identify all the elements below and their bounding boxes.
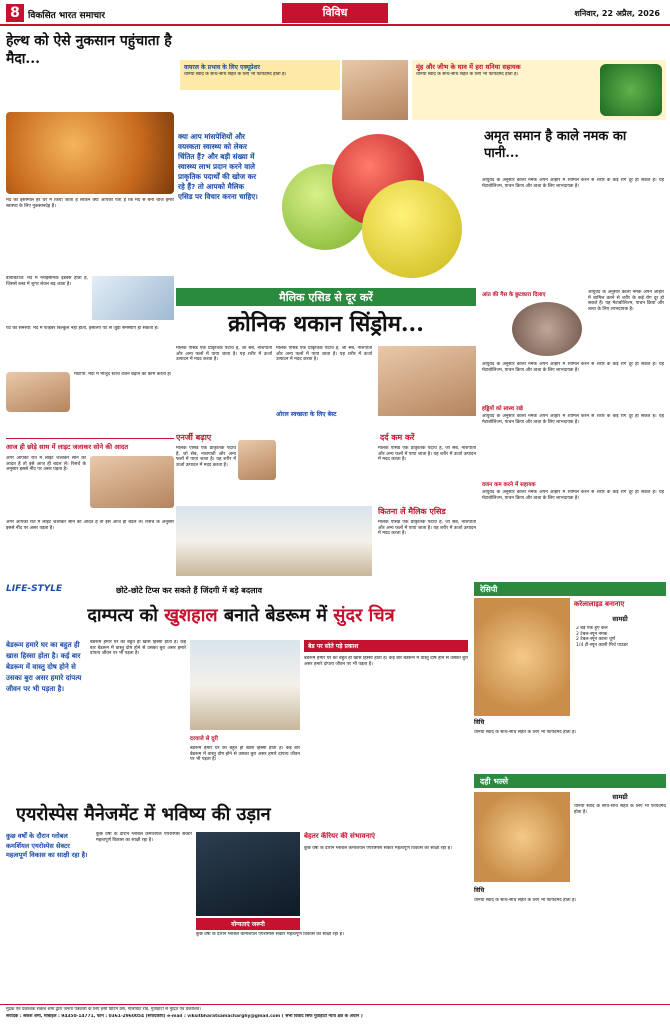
lifestyle-sub1: बेड पर सोते पड़े प्रकाश — [308, 643, 359, 650]
coriander-box — [412, 60, 666, 120]
coriander-leaves-image — [600, 64, 662, 116]
bedroom-image — [190, 640, 300, 730]
aero-body-2: कुछ वर्षों के दौरान ग्लोबल कमर्शियल एयरोस्पेस सेक्टर महत्वपूर्ण विकास का साक्षी रहा है। — [196, 932, 344, 937]
chronic-body-col3: मैलिक एसिड एक प्राकृतिक पदार्थ है, जो सेब, नाशपाती और अन्य फलों में पाया जाता है। यह शरीर में ऊर्जा उत्पादन में मदद करता है। — [378, 446, 476, 463]
malic-question-text: क्या आप मांसपेशियों और वयस्कता स्वास्थ्य को लेकर चिंतित हैं? और बड़ी संख्या में स्वास्थ्य लाभ प्रदान करने वाले प्राकृतिक पदार्थों की खोज कर रहे हैं? तो आपको मैलिक एसिड पर विचार करना चाहिए। — [178, 132, 258, 201]
light-sleep-body: अगर आपको रात में लाइट जलाकर सोने की आदत है तो इसे आज ही बदल लें। रिसर्च के अनुसार इससे नींद पर असर पड़ता है। — [6, 456, 86, 473]
chronic-body-col2: मैलिक एसिड एक प्राकृतिक पदार्थ है, जो सेब, नाशपाती और अन्य फलों में पाया जाता है। यह शरीर में ऊर्जा उत्पादन में मदद करता है। — [276, 346, 372, 363]
lifestyle-body-2: बेडरूम हमारे घर का बहुत ही खास हिस्सा होता है। कई बार बेडरूम में वास्तु दोष होने से उसका बुरा असर हमारे दांपत्य जीवन पर भी पड़ता है। — [190, 746, 300, 763]
malic-question-box — [176, 132, 260, 282]
dose-body: मैलिक एसिड एक प्राकृतिक पदार्थ है, जो सेब, नाशपाती और अन्य फलों में पाया जाता है। यह शरीर में ऊर्जा उत्पादन में मदद करता है। — [378, 520, 476, 537]
recipe-tag-bar — [474, 582, 666, 596]
ingredient-item: 1/4 टी-स्पून काली मिर्च पाउडर — [576, 642, 628, 648]
sleeping-couple-image — [176, 506, 372, 576]
footer-line-1: मुद्रक एवं प्रकाशक सकेश शर्मा द्वारा जनता पत्रकारी के लिए हंसी प्रिंटिंग प्रेस, गोलाघाट रोड, गुवाहाटी से मुद्रित एवं प्रकाशित। — [6, 1007, 202, 1012]
recipe-image-1 — [474, 598, 570, 716]
black-salt-body-2: आयुर्वेद के अनुसार काला नमक अपने आहार में शामिल करने से शरीर के कई रोग दूर हो सकते हैं। यह मेटाबोलिज्म, पाचन क्रिया और त्वचा के लिए लाभदायक है। — [588, 290, 664, 312]
page-number: 8 — [6, 4, 24, 22]
health-title: हेल्थ को ऐसे नुकसान पहुंचाता है मैदा... — [6, 33, 172, 67]
oral-heading: ओरल स्वच्छता के लिए बेस्ट — [276, 411, 337, 418]
lifestyle-title-part-1: दाम्पत्य को — [87, 605, 165, 626]
aero-body-3: कुछ वर्षों के दौरान ग्लोबल कमर्शियल एयरोस्पेस सेक्टर महत्वपूर्ण विकास का साक्षी रहा है। — [304, 846, 452, 851]
light-sleep-title-bar — [6, 438, 174, 452]
recipe-title-2-bar — [474, 774, 666, 788]
acupressure-title: वायरल के प्रभाव के लिए एक्यूप्रेशर — [184, 64, 260, 71]
black-salt-headline-box — [480, 124, 666, 174]
lifestyle-body-3: बेडरूम हमारे घर का बहुत ही खास हिस्सा होता है। कई बार बेडरूम में वास्तु दोष होने से उसका बुरा असर हमारे दांपत्य जीवन पर भी पड़ता है। — [304, 656, 468, 667]
footer-line-2: संपादक : सकेश शर्मा, मोबाइल : 94350-14771, फोन : 0361-2960054 (संपादकीय) e-mail : viksitbharatsamacharghy@gmail.com ( सभी विवाद सिर्फ गुवाहाटी न्याय क्षेत्र के अधीन ) — [6, 1014, 363, 1019]
chronic-title: क्रोनिक थकान सिंड्रोम... — [228, 311, 424, 337]
energy-body: मैलिक एसिड एक प्राकृतिक पदार्थ है, जो सेब, नाशपाती और अन्य फलों में पाया जाता है। यह शरीर में ऊर्जा उत्पादन में मदद करता है। — [176, 446, 236, 468]
recipe-2-method-body: धनिया स्वाद के साथ-साथ सेहत के लिए भी फायदेमंद होता है। — [474, 898, 577, 903]
chronic-kicker-bar — [176, 288, 476, 306]
control-room-image — [196, 832, 300, 916]
chronic-kicker: मैलिक एसिड से दूर करें — [279, 291, 373, 304]
apples-image — [262, 124, 474, 284]
aero-body-1: कुछ वर्षों के दौरान ग्लोबल कमर्शियल एयरोस्पेस सेक्टर महत्वपूर्ण विकास का साक्षी रहा है। — [96, 832, 192, 843]
health-body-2: डायबिटीज: मैदे में ग्लाइसेमिक इंडेक्स होता है, जिससे ब्लड में शुगर लेवल बढ़ जाता है। — [6, 276, 88, 287]
aero-title: एयरोस्पेस मैनेजमेंट में भविष्य की उड़ान — [16, 804, 271, 825]
black-salt-sub1: आंत की गैस के छुटकारा दिलाए — [482, 292, 546, 298]
black-salt-title: अमृत समान है काले नमक का पानी... — [484, 129, 627, 161]
recipe-image-2 — [474, 792, 570, 882]
black-salt-body-5: आयुर्वेद के अनुसार काला नमक अपने आहार में शामिल करने से शरीर के कई रोग दूर हो सकते हैं। यह मेटाबोलिज्म, पाचन क्रिया और त्वचा के लिए लाभदायक है। — [482, 490, 664, 501]
black-salt-body: आयुर्वेद के अनुसार काला नमक अपने आहार में शामिल करने से शरीर के कई रोग दूर हो सकते हैं। यह मेटाबोलिज्म, पाचन क्रिया और त्वचा के लिए लाभदायक है। — [482, 178, 664, 189]
acupressure-body: धनिया स्वाद के साथ-साथ सेहत के लिए भी फायदेमंद होता है। — [184, 72, 287, 77]
aero-intro-box — [6, 832, 92, 992]
lifestyle-banner — [6, 582, 468, 598]
maida-snacks-image — [6, 112, 174, 194]
lifestyle-title-part-3: बनाते बेडरूम में — [217, 605, 334, 626]
pain-heading: दर्द कम करें — [380, 433, 415, 442]
paper-name: विकसित भारत समाचार — [28, 11, 106, 21]
health-body-3: पेट की समस्या: मैदे में फाइबर बिल्कुल नहीं होता, इसलिए पेट से जुड़ी समस्याएं हो सकती हैं। — [6, 326, 159, 331]
ingredient-item: 2 टेबल-स्पून नमक — [576, 631, 608, 637]
light-sleep-body-2: अगर आपको रात में लाइट जलाकर सोने की आदत है तो इसे आज ही बदल लें। रिसर्च के अनुसार इससे नींद पर असर पड़ता है। — [6, 520, 174, 531]
recipe-tag: रेसिपी — [480, 585, 498, 594]
aero-qual-heading: योग्यताएं जरूरी — [231, 921, 265, 928]
tired-woman-image — [378, 346, 476, 416]
sleeping-woman-image — [90, 456, 174, 508]
recipe-2-ingredients-heading: सामग्री — [612, 793, 628, 801]
health-body-1: मैदे का इस्तेमाल हर घर में किया जाता है लेकिन क्या आपको पता है कि मैदे से बनी चीजें हमारे स्वास्थ्य के लिए नुकसानदेह हैं। — [6, 198, 174, 209]
ingredient-item: 2 बड़े पके हुए केले — [576, 626, 608, 631]
black-salt-bowl-image — [512, 302, 582, 356]
recipe-2-ingredients: धनिया स्वाद के साथ-साथ सेहत के लिए भी फायदेमंद होता है। — [574, 804, 666, 815]
recipe-title-2: दही भल्ले — [480, 777, 509, 786]
glucometer-image — [92, 276, 174, 320]
aero-intro: कुछ वर्षों के दौरान ग्लोबल कमर्शियल एयरोस्पेस सेक्टर महत्वपूर्ण विकास का साक्षी रहा है। — [6, 832, 88, 859]
page-footer — [0, 1004, 670, 1024]
black-salt-sub2: हड्डियों को स्वस्थ रखे — [482, 406, 523, 412]
acupressure-hand-image — [342, 60, 408, 120]
health-article-headline-box — [6, 32, 174, 112]
ingredient-item: 2 टेबल-स्पून काला चूर्ण — [576, 637, 616, 643]
section-label: विविध — [282, 3, 388, 23]
woman-portrait-image — [238, 440, 276, 480]
black-salt-body-4: आयुर्वेद के अनुसार काला नमक अपने आहार में शामिल करने से शरीर के कई रोग दूर हो सकते हैं। यह मेटाबोलिज्म, पाचन क्रिया और त्वचा के लिए लाभदायक है। — [482, 414, 664, 425]
acupressure-strip — [180, 60, 340, 90]
lifestyle-title-part-4: सुंदर चित्र — [333, 605, 395, 626]
lifestyle-banner-text: छोटे-छोटे टिप्स कर सकते हैं जिंदगी में बड़े बदलाव — [116, 586, 263, 595]
dose-heading: कितना लें मैलिक एसिड — [378, 507, 446, 516]
chronic-body-col1: मैलिक एसिड एक प्राकृतिक पदार्थ है, जो सेब, नाशपाती और अन्य फलों में पाया जाता है। यह शरीर में ऊर्जा उत्पादन में मदद करता है। — [176, 346, 272, 363]
lifestyle-intro-box — [6, 604, 86, 794]
lifestyle-body: बेडरूम हमारे घर का बहुत ही खास हिस्सा होता है। कई बार बेडरूम में वास्तु दोष होने से उसका बुरा असर हमारे दांपत्य जीवन पर भी पड़ता है। — [90, 640, 186, 657]
page-header — [0, 0, 670, 26]
recipe-ingredients-heading: सामग्री — [612, 615, 628, 623]
lifestyle-sub2: दरवाजे से दूरी — [190, 736, 218, 742]
belly-image — [6, 372, 70, 412]
recipe-2-method-heading: विधि — [474, 887, 485, 894]
issue-date: शनिवार, 22 अप्रैल, 2026 — [574, 9, 660, 18]
recipe-method-heading: विधि — [474, 719, 485, 726]
lifestyle-sub1-bar — [304, 640, 468, 652]
lifestyle-title-part-2: खुशहाल — [164, 605, 218, 626]
recipe-ingredient-list — [576, 626, 666, 666]
recipe-title-1: करेलालाइड बनानाए — [574, 600, 625, 608]
coriander-body: धनिया स्वाद के साथ-साथ सेहत के लिए भी फायदेमंद होता है। — [416, 72, 519, 77]
aero-title-box — [6, 800, 468, 830]
aero-career-heading: बेहतर कॅरियर की संभावनाएं — [304, 832, 375, 840]
coriander-title: मुंह और जीभ के घाव में हरा धनिया सहायक — [416, 63, 521, 71]
black-salt-sub3: वजन कम करने में सहायक — [482, 482, 536, 488]
yellow-apple — [362, 180, 462, 278]
energy-heading: एनर्जी बढ़ाए — [176, 433, 212, 442]
lifestyle-intro: बेडरूम हमारे घर का बहुत ही खास हिस्सा होता है। कई बार बेडरूम में वास्तु दोष होने से उसका बुरा असर हमारे दांपत्य जीवन पर भी पड़ता है। — [6, 641, 82, 693]
lifestyle-tag: LIFE-STYLE — [6, 584, 63, 594]
health-body-4: मोटापा: मैदा में मौजूद स्टार्च वजन बढ़ाने का काम करता है। — [74, 372, 172, 377]
black-salt-body-3: आयुर्वेद के अनुसार काला नमक अपने आहार में शामिल करने से शरीर के कई रोग दूर हो सकते हैं। यह मेटाबोलिज्म, पाचन क्रिया और त्वचा के लिए लाभदायक है। — [482, 362, 664, 373]
recipe-method-body: धनिया स्वाद के साथ-साथ सेहत के लिए भी फायदेमंद होता है। — [474, 730, 577, 735]
light-sleep-title: आज ही छोड़े साथ में लाइट जलाकर सोने की आदत — [6, 443, 129, 451]
aero-qual-bar — [196, 918, 300, 930]
